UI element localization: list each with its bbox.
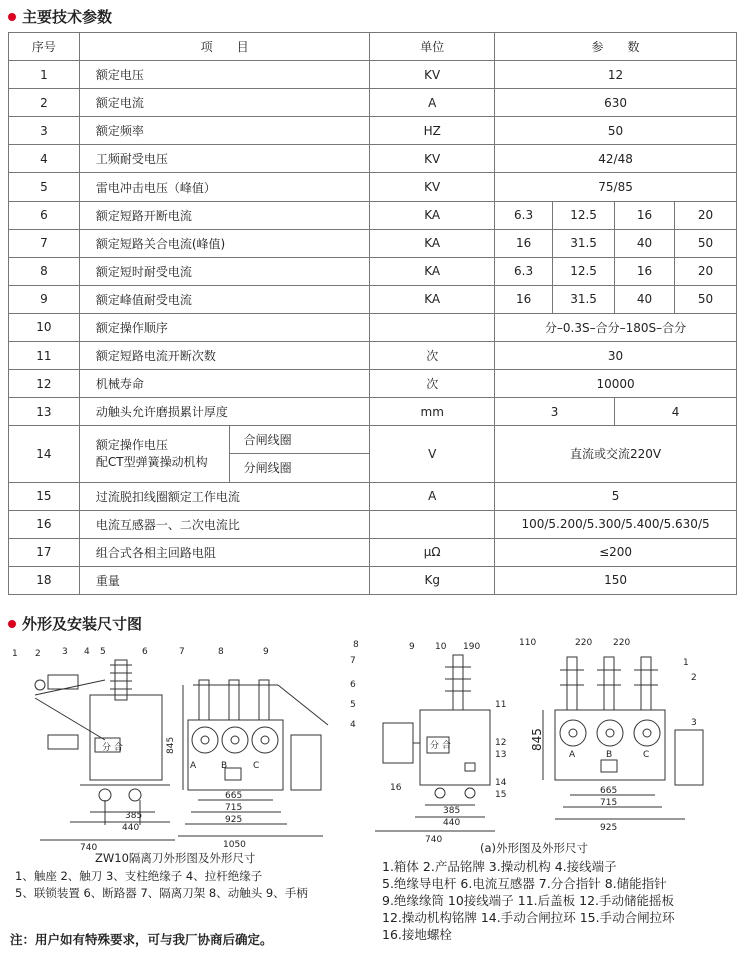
row-unit: 次 [370, 370, 495, 398]
row-value: 40 [615, 229, 675, 257]
row-unit: KA [370, 285, 495, 313]
legend-right-line: 1.箱体 2.产品铭牌 3.操动机构 4.接线端子 [382, 859, 617, 874]
row-value: 5 [495, 482, 737, 510]
row-unit [370, 510, 495, 538]
row-unit [370, 313, 495, 341]
callout-1b: 1 [683, 658, 689, 668]
row-unit: V [370, 426, 495, 482]
callout-14: 14 [495, 778, 507, 788]
dim-190: 190 [463, 642, 481, 652]
row-unit: mm [370, 398, 495, 426]
legend-right-line: 9.绝缘缘筒 10接线端子 11.后盖板 12.手动储能摇板 [382, 893, 675, 908]
callout-7: 7 [179, 647, 185, 657]
row-subitem: 分闸线圈 [229, 454, 370, 482]
row-value: 4 [615, 398, 737, 426]
table-row [9, 89, 737, 117]
table-row [9, 510, 737, 538]
row-value: 直流或交流220V [495, 426, 737, 482]
table-row [9, 566, 737, 594]
row-number: 18 [9, 566, 80, 594]
callout-switch: 分 合 [102, 743, 123, 753]
legend-right-line: 5.绝缘导电杆 6.电流互感器 7.分合指针 8.储能指针 [382, 876, 667, 891]
row-item-line: 额定操作电压 [95, 437, 168, 452]
row-item: 工频耐受电压 [79, 145, 369, 173]
legend-left-line: 5、联锁装置 6、断路器 7、隔离刀架 8、动触头 9、手柄 [15, 886, 308, 900]
dim-925b: 925 [600, 823, 618, 833]
row-item: 组合式各相主回路电阻 [79, 538, 369, 566]
row-unit: KA [370, 229, 495, 257]
section-title-text: 外形及安装尺寸图 [22, 615, 143, 633]
row-unit: A [370, 482, 495, 510]
section-title-specs [8, 6, 112, 27]
legend-right-line: 12.操动机构铭牌 14.手动合闸拉环 15.手动合闸拉环 [382, 910, 675, 925]
dim-440: 440 [122, 823, 140, 833]
row-value: 6.3 [495, 201, 553, 229]
callout-9b: 9 [409, 642, 415, 652]
callout-13: 13 [495, 750, 507, 760]
table-row [9, 313, 737, 341]
row-value: ≤200 [495, 538, 737, 566]
row-item: 机械寿命 [79, 370, 369, 398]
caption-left: ZW10隔离刀外形图及外形尺寸 [95, 851, 256, 865]
drawing-right-front [515, 635, 715, 845]
table-row [9, 61, 737, 89]
row-value: 12 [495, 61, 737, 89]
row-value: 30 [495, 342, 737, 370]
table-row [9, 173, 737, 201]
row-value: 12.5 [553, 201, 615, 229]
section-title-text: 主要技术参数 [22, 8, 113, 26]
row-number: 3 [9, 117, 80, 145]
callout-2: 2 [35, 649, 41, 659]
row-value: 75/85 [495, 173, 737, 201]
phase-b: B [221, 761, 228, 771]
spec-table [8, 32, 737, 595]
row-item [79, 426, 229, 482]
row-number: 2 [9, 89, 80, 117]
row-value: 20 [674, 201, 736, 229]
dim-845-left: 845 [166, 736, 176, 754]
row-item: 额定峰值耐受电流 [79, 285, 369, 313]
row-value: 50 [674, 229, 736, 257]
legend-left [15, 868, 308, 902]
row-item: 电流互感器一、二次电流比 [79, 510, 369, 538]
row-number: 6 [9, 201, 80, 229]
row-value: 12.5 [553, 257, 615, 285]
row-item: 额定短时耐受电流 [79, 257, 369, 285]
row-value: 16 [615, 201, 675, 229]
row-value: 50 [495, 117, 737, 145]
drawing-right-side [345, 635, 510, 845]
bullet-icon [8, 620, 16, 628]
row-value: 20 [674, 257, 736, 285]
callout-4: 4 [84, 647, 90, 657]
row-item: 动触头允许磨损累计厚度 [79, 398, 369, 426]
table-row [9, 201, 737, 229]
dim-715: 715 [225, 803, 243, 813]
row-item: 额定电流 [79, 89, 369, 117]
dim-665b: 665 [600, 786, 618, 796]
row-unit: KV [370, 145, 495, 173]
table-row [9, 342, 737, 370]
legend-left-line: 1、触座 2、触刀 3、支柱绝缘子 4、拉杆绝缘子 [15, 869, 263, 883]
row-subitem: 合闸线圈 [229, 426, 370, 454]
row-number: 9 [9, 285, 80, 313]
row-number: 14 [9, 426, 80, 482]
phase-c-b: C [643, 750, 650, 760]
left-front-callouts [166, 647, 269, 850]
row-number: 12 [9, 370, 80, 398]
row-number: 15 [9, 482, 80, 510]
header-cell: 参 数 [495, 33, 737, 61]
bullet-icon [8, 13, 16, 21]
table-row [9, 145, 737, 173]
row-number: 5 [9, 173, 80, 201]
callout-5: 5 [100, 647, 106, 657]
dim-845-right: 845 [530, 728, 544, 751]
caption-right: (a)外形图及外形尺寸 [480, 841, 589, 855]
header-cell: 序号 [9, 33, 80, 61]
row-value: 40 [615, 285, 675, 313]
row-number: 13 [9, 398, 80, 426]
row-value: 50 [674, 285, 736, 313]
dim-440b: 440 [443, 818, 461, 828]
row-item: 额定短路关合电流(峰值) [79, 229, 369, 257]
row-number: 1 [9, 61, 80, 89]
dim-220b: 220 [613, 638, 631, 648]
callout-switch-b: 分 合 [430, 741, 451, 751]
dim-1050: 1050 [223, 840, 246, 850]
legend-right [382, 858, 675, 943]
row-item: 额定频率 [79, 117, 369, 145]
dim-740b: 740 [425, 835, 443, 845]
callout-7b: 7 [350, 656, 356, 666]
right-side-callouts [350, 640, 507, 845]
row-item-line: 配CT型弹簧操动机构 [95, 454, 208, 469]
row-item: 额定电压 [79, 61, 369, 89]
callout-6b: 6 [350, 680, 356, 690]
row-number: 16 [9, 510, 80, 538]
phase-b-b: B [606, 750, 613, 760]
row-number: 17 [9, 538, 80, 566]
row-item: 雷电冲击电压（峰值） [79, 173, 369, 201]
row-value: 150 [495, 566, 737, 594]
row-number: 10 [9, 313, 80, 341]
callout-12: 12 [495, 738, 507, 748]
row-unit: 次 [370, 342, 495, 370]
row-value: 630 [495, 89, 737, 117]
row-item: 重量 [79, 566, 369, 594]
drawing-left-side [10, 640, 185, 855]
dim-110: 110 [519, 638, 537, 648]
row-number: 4 [9, 145, 80, 173]
row-value: 16 [495, 285, 553, 313]
diagrams-area [0, 630, 745, 855]
callout-3b: 3 [691, 718, 697, 728]
dim-740: 740 [80, 843, 98, 853]
phase-a: A [190, 761, 197, 771]
row-unit: KA [370, 201, 495, 229]
callout-6: 6 [142, 647, 148, 657]
table-row [9, 426, 737, 454]
row-number: 7 [9, 229, 80, 257]
row-item: 额定操作顺序 [79, 313, 369, 341]
callout-15: 15 [495, 790, 507, 800]
dim-385: 385 [125, 811, 143, 821]
row-unit: KV [370, 61, 495, 89]
table-row [9, 538, 737, 566]
row-item: 过流脱扣线圈额定工作电流 [79, 482, 369, 510]
drawing-left-front [163, 640, 333, 855]
row-value: 分–0.3S–合分–180S–合分 [495, 313, 737, 341]
table-row [9, 117, 737, 145]
callout-9: 9 [263, 647, 269, 657]
row-unit: A [370, 89, 495, 117]
header-cell: 单位 [370, 33, 495, 61]
row-unit: KA [370, 257, 495, 285]
footnote: 注：用户如有特殊要求，可与我厂协商后确定。 [10, 932, 273, 947]
callout-4b: 4 [350, 720, 356, 730]
header-cell: 项 目 [79, 33, 369, 61]
phase-c: C [253, 761, 260, 771]
row-item: 额定短路开断电流 [79, 201, 369, 229]
table-row [9, 257, 737, 285]
table-row [9, 482, 737, 510]
row-item: 额定短路电流开断次数 [79, 342, 369, 370]
table-row [9, 229, 737, 257]
callout-5b: 5 [350, 700, 356, 710]
row-value: 100/5.200/5.300/5.400/5.630/5 [495, 510, 737, 538]
dim-220a: 220 [575, 638, 593, 648]
callout-3: 3 [62, 647, 68, 657]
row-unit: μΩ [370, 538, 495, 566]
row-number: 8 [9, 257, 80, 285]
callout-8: 8 [218, 647, 224, 657]
callout-16: 16 [390, 783, 402, 793]
row-value: 6.3 [495, 257, 553, 285]
row-number: 11 [9, 342, 80, 370]
row-value: 31.5 [553, 285, 615, 313]
row-unit: KV [370, 173, 495, 201]
table-header-row [9, 33, 737, 61]
row-value: 42/48 [495, 145, 737, 173]
table-row [9, 285, 737, 313]
dim-925: 925 [225, 815, 243, 825]
callout-1: 1 [12, 649, 18, 659]
row-unit: HZ [370, 117, 495, 145]
dim-715b: 715 [600, 798, 618, 808]
callout-11: 11 [495, 700, 507, 710]
row-value: 16 [615, 257, 675, 285]
phase-a-b: A [569, 750, 576, 760]
right-front-callouts [519, 638, 697, 833]
row-value: 31.5 [553, 229, 615, 257]
legend-right-line: 16.接地螺栓 [382, 927, 452, 942]
callout-10: 10 [435, 642, 447, 652]
row-value: 3 [495, 398, 615, 426]
row-value: 10000 [495, 370, 737, 398]
callout-2b: 2 [691, 673, 697, 683]
dim-385b: 385 [443, 806, 461, 816]
row-unit: Kg [370, 566, 495, 594]
callout-8b: 8 [353, 640, 359, 650]
dim-665: 665 [225, 791, 243, 801]
table-row [9, 370, 737, 398]
table-row [9, 398, 737, 426]
row-value: 16 [495, 229, 553, 257]
